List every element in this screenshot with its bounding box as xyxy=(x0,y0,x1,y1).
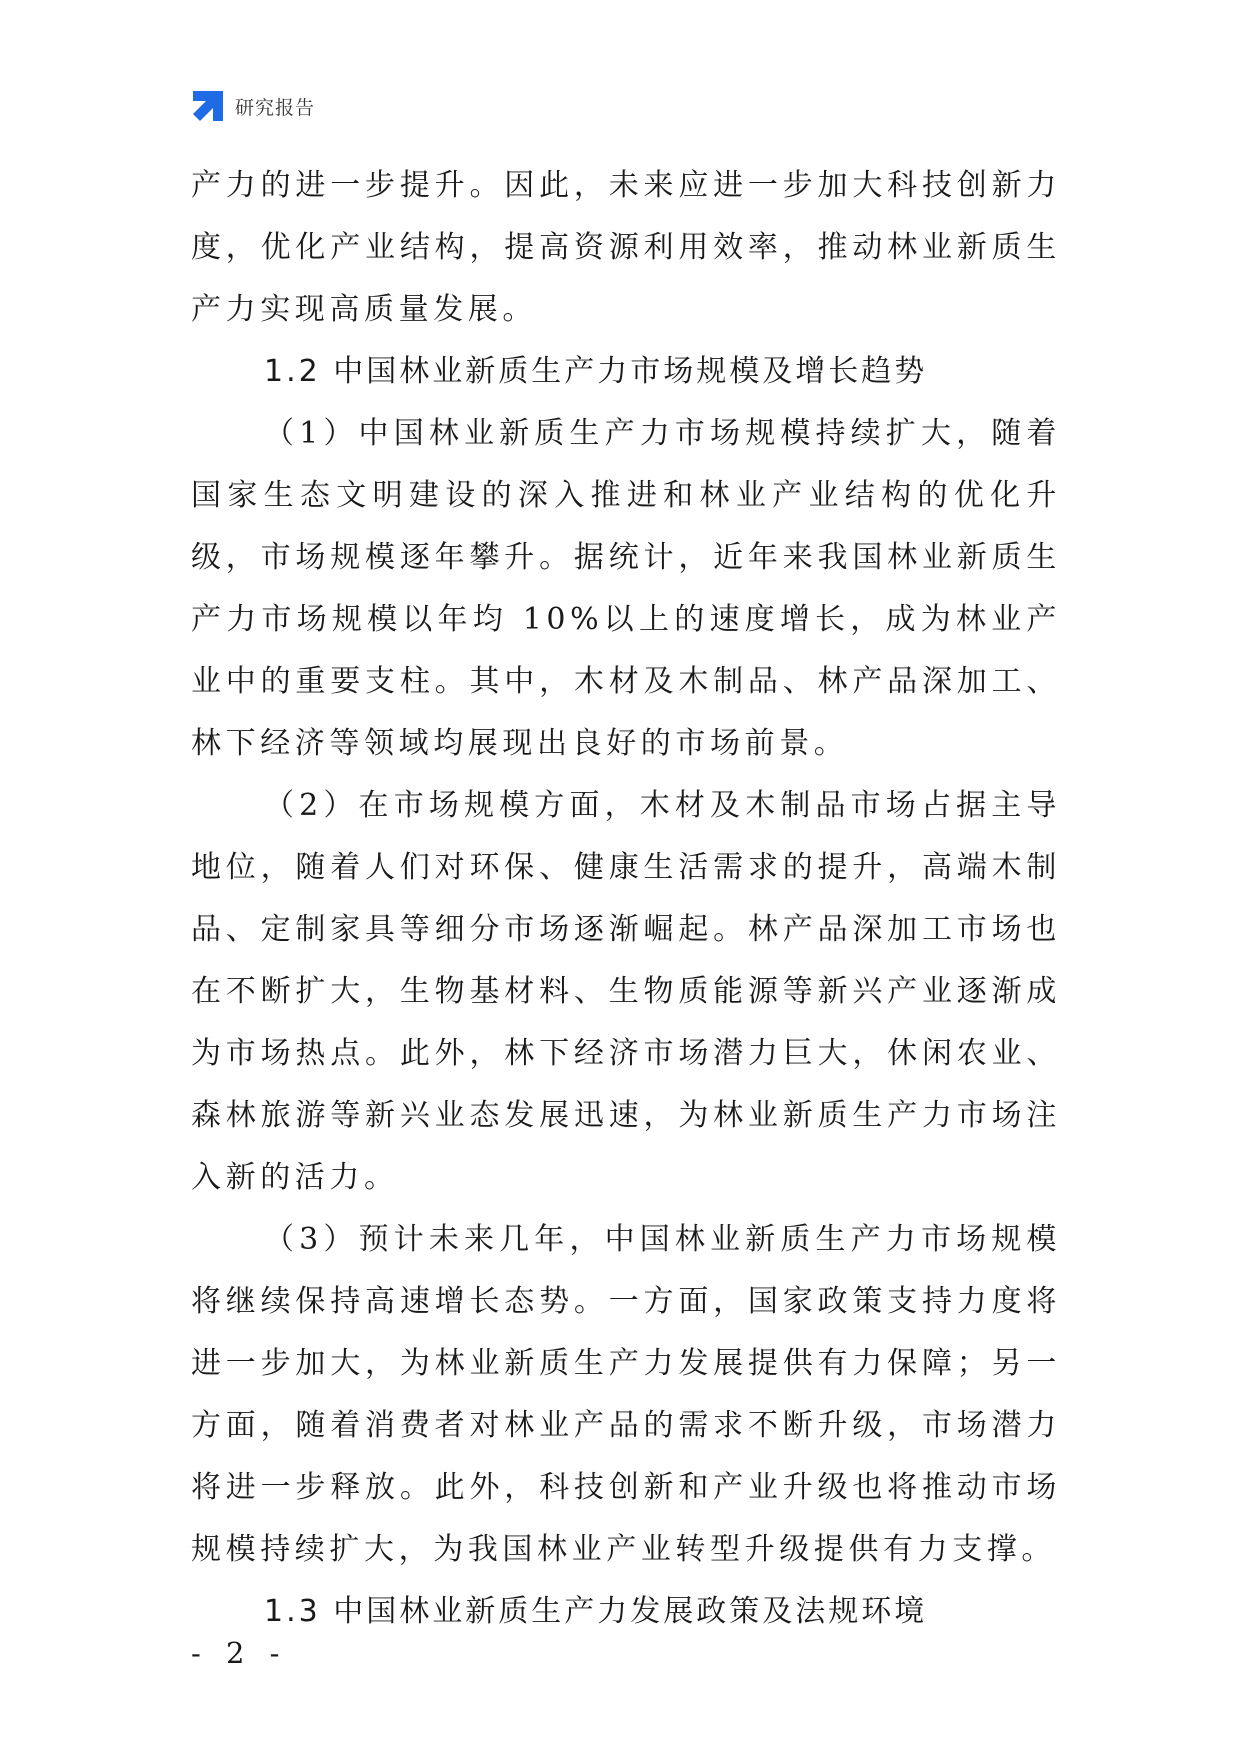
section-heading-1-3: 1.3 中国林业新质生产力发展政策及法规环境 xyxy=(264,1594,928,1629)
paragraph-2: （2）在市场规模方面，木材及木制品市场占据主导地位，随着人们对环保、健康生活需求的提升，高端木制品、定制家具等细分市场逐渐崛起。林产品深加工市场也在不断扩大，生物基材料、生物质能源等新兴产业逐渐成为市场热点。此外，林下经济市场潜力巨大，休闲农业、森林旅游等新兴业态发展迅速，为林业新质生产力市场注入新的活力。 xyxy=(191,788,1061,1195)
document-body xyxy=(191,155,1061,1643)
diagonal-arrow-logo-icon xyxy=(191,89,225,123)
page-header xyxy=(191,88,315,124)
header-label: 研究报告 xyxy=(235,96,316,119)
page-number: - 2 - xyxy=(191,1636,288,1670)
section-heading-1-2: 1.2 中国林业新质生产力市场规模及增长趋势 xyxy=(264,354,928,389)
paragraph-3: （3）预计未来几年，中国林业新质生产力市场规模将继续保持高速增长态势。一方面，国家政策支持力度将进一步加大，为林业新质生产力发展提供有力保障；另一方面，随着消费者对林业产品的需求不断升级，市场潜力将进一步释放。此外，科技创新和产业升级也将推动市场规模持续扩大，为我国林业产业转型升级提供有力支撑。 xyxy=(191,1222,1061,1567)
paragraph-1: （1）中国林业新质生产力市场规模持续扩大，随着国家生态文明建设的深入推进和林业产业结构的优化升级，市场规模逐年攀升。据统计，近年来我国林业新质生产力市场规模以年均 10%以上的速度增长，成为林业产业中的重要支柱。其中，木材及木制品、林产品深加工、林下经济等领域均展现出良好的市场前景。 xyxy=(191,416,1061,761)
paragraph-continuation: 产力的进一步提升。因此，未来应进一步加大科技创新力度，优化产业结构，提高资源利用效率，推动林业新质生产力实现高质量发展。 xyxy=(191,168,1061,327)
